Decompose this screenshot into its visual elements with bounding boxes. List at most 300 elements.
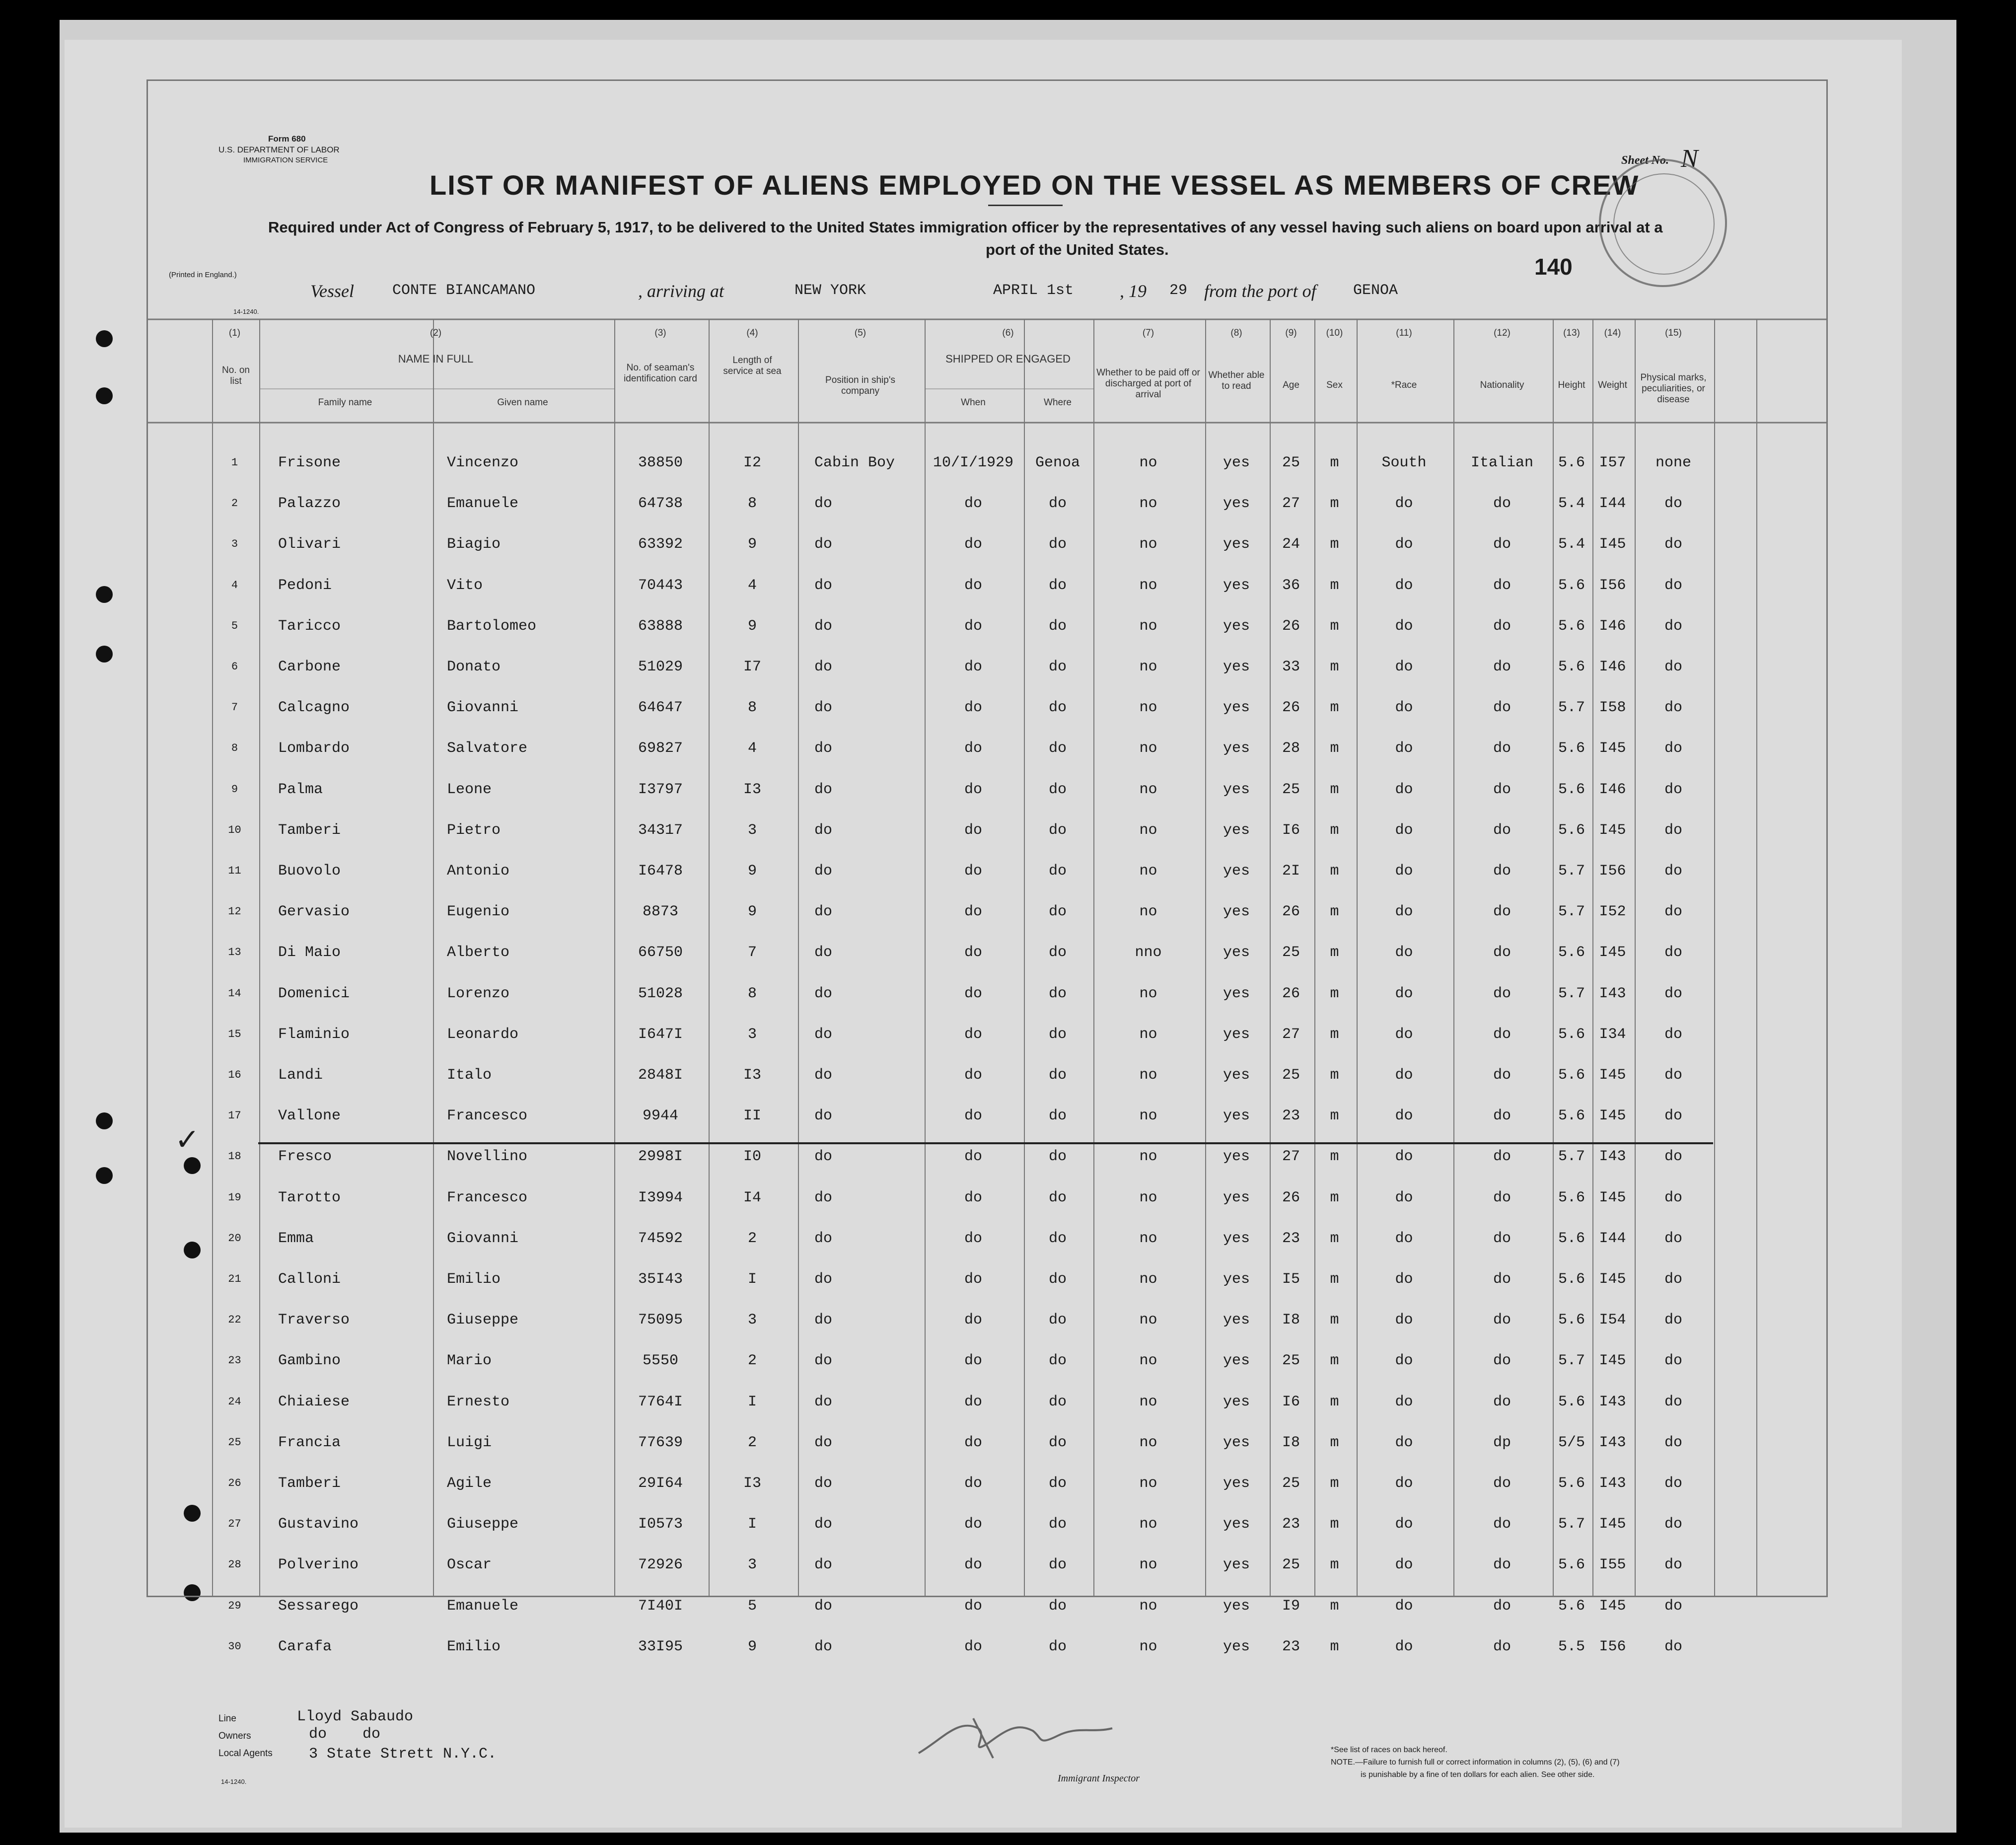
cell-nat: do <box>1493 1556 1511 1573</box>
cell-family: Palazzo <box>278 495 341 512</box>
cell-age: 2I <box>1282 863 1300 880</box>
cell-wt: I56 <box>1599 1638 1626 1655</box>
cell-wt: I45 <box>1599 536 1626 553</box>
cell-wt: I46 <box>1599 659 1626 675</box>
cell-paid: no <box>1139 1434 1157 1451</box>
cell-nat: do <box>1493 659 1511 675</box>
cell-paid: no <box>1139 1638 1157 1655</box>
cell-sex: m <box>1330 863 1339 880</box>
cell-when: do <box>964 863 982 880</box>
cell-where: Genoa <box>1035 454 1080 471</box>
cell-card: 33I95 <box>638 1638 683 1655</box>
cell-ht: 5.6 <box>1558 1312 1585 1328</box>
cell-race: do <box>1395 1475 1413 1492</box>
cell-given: Emanuele <box>447 495 519 512</box>
cell-race: do <box>1395 536 1413 553</box>
cell-paid: no <box>1139 699 1157 716</box>
cell-svc: 9 <box>747 618 757 635</box>
cell-race: South <box>1381 454 1427 471</box>
cell-where: do <box>1048 781 1067 798</box>
cell-where: do <box>1048 1271 1067 1288</box>
cell-svc: II <box>743 1107 761 1124</box>
cell-where: do <box>1048 985 1067 1002</box>
column-number: (13) <box>1563 328 1580 338</box>
arrival-port: NEW YORK <box>794 282 866 299</box>
cell-paid: no <box>1139 1352 1157 1369</box>
cell-svc: 5 <box>747 1598 757 1615</box>
cell-given: Luigi <box>447 1434 492 1451</box>
cell-family: Flaminio <box>278 1026 350 1043</box>
cell-read: yes <box>1223 577 1250 594</box>
cell-paid: no <box>1139 454 1157 471</box>
cell-given: Oscar <box>447 1556 492 1573</box>
cell-sex: m <box>1330 1067 1339 1084</box>
cell-age: I5 <box>1282 1271 1300 1288</box>
cell-age: 25 <box>1282 944 1300 961</box>
cell-race: do <box>1395 659 1413 675</box>
cell-sex: m <box>1330 1148 1339 1165</box>
cell-read: yes <box>1223 1189 1250 1206</box>
cell-card: 34317 <box>638 822 683 839</box>
cell-sex: m <box>1330 1189 1339 1206</box>
cell-ht: 5.6 <box>1558 1026 1585 1043</box>
cell-when: do <box>964 1556 982 1573</box>
cell-family: Taricco <box>278 618 341 635</box>
cell-nat: do <box>1493 577 1511 594</box>
cell-no: 26 <box>228 1477 241 1489</box>
cell-no: 19 <box>228 1191 241 1204</box>
cell-where: do <box>1048 1638 1067 1655</box>
cell-paid: no <box>1139 1516 1157 1533</box>
cell-ht: 5.4 <box>1558 495 1585 512</box>
cell-when: 10/I/1929 <box>933 454 1014 471</box>
cell-read: yes <box>1223 1394 1250 1410</box>
cell-wt: I45 <box>1599 1189 1626 1206</box>
cell-family: Francia <box>278 1434 341 1451</box>
cell-marks: do <box>1664 944 1682 961</box>
cell-given: Giuseppe <box>447 1312 519 1328</box>
cell-marks: do <box>1664 577 1682 594</box>
races-note: *See list of races on back hereof. <box>1331 1746 1447 1754</box>
cell-when: do <box>964 1107 982 1124</box>
cell-read: yes <box>1223 1312 1250 1328</box>
cell-race: do <box>1395 1598 1413 1615</box>
cell-paid: no <box>1139 863 1157 880</box>
cell-card: 63392 <box>638 536 683 553</box>
cell-card: 2848I <box>638 1067 683 1084</box>
cell-race: do <box>1395 822 1413 839</box>
cell-when: do <box>964 1189 982 1206</box>
cell-paid: no <box>1139 1026 1157 1043</box>
cell-card: 64647 <box>638 699 683 716</box>
cell-sex: m <box>1330 495 1339 512</box>
cell-when: do <box>964 536 982 553</box>
cell-family: Frisone <box>278 454 341 471</box>
cell-where: do <box>1048 944 1067 961</box>
cell-sex: m <box>1330 1107 1339 1124</box>
cell-marks: do <box>1664 740 1682 757</box>
cell-no: 30 <box>228 1640 241 1653</box>
cell-read: yes <box>1223 536 1250 553</box>
cell-paid: no <box>1139 1230 1157 1247</box>
cell-race: do <box>1395 577 1413 594</box>
cell-pos: do <box>814 659 833 675</box>
cell-ht: 5.7 <box>1558 699 1585 716</box>
cell-paid: no <box>1139 659 1157 675</box>
cell-when: do <box>964 659 982 675</box>
cell-when: do <box>964 1475 982 1492</box>
cell-when: do <box>964 985 982 1002</box>
year-prefix: , 19 <box>1120 281 1147 301</box>
cell-where: do <box>1048 1475 1067 1492</box>
cell-family: Polverino <box>278 1556 359 1573</box>
cell-marks: do <box>1664 536 1682 553</box>
cell-card: 66750 <box>638 944 683 961</box>
cell-card: 29I64 <box>638 1475 683 1492</box>
cell-svc: 9 <box>747 536 757 553</box>
cell-where: do <box>1048 1026 1067 1043</box>
cell-nat: do <box>1493 903 1511 920</box>
cell-paid: no <box>1139 1067 1157 1084</box>
cell-when: do <box>964 1312 982 1328</box>
cell-card: 69827 <box>638 740 683 757</box>
cell-age: 25 <box>1282 1556 1300 1573</box>
cell-wt: I43 <box>1599 1394 1626 1410</box>
cell-no: 22 <box>228 1314 241 1326</box>
cell-read: yes <box>1223 903 1250 920</box>
cell-read: yes <box>1223 1352 1250 1369</box>
cell-ht: 5.4 <box>1558 536 1585 553</box>
cell-where: do <box>1048 495 1067 512</box>
cell-pos: do <box>814 1107 833 1124</box>
column-number: (15) <box>1665 328 1682 338</box>
cell-read: yes <box>1223 1026 1250 1043</box>
cell-given: Pietro <box>447 822 501 839</box>
cell-no: 12 <box>228 905 241 918</box>
cell-sex: m <box>1330 822 1339 839</box>
cell-when: do <box>964 781 982 798</box>
form-code: 14-1240. <box>233 308 259 315</box>
cell-family: Chiaiese <box>278 1394 350 1410</box>
cell-pos: do <box>814 740 833 757</box>
cell-sex: m <box>1330 1475 1339 1492</box>
cell-marks: do <box>1664 1598 1682 1615</box>
cell-svc: 3 <box>747 1026 757 1043</box>
cell-when: do <box>964 1638 982 1655</box>
cell-marks: do <box>1664 1434 1682 1451</box>
subtitle: Required under Act of Congress of February 5, 1917, to be delivered to the United States immigration officer by the representatives of any vessel having such aliens on board upon arrival at a <box>268 219 1663 236</box>
cell-pos: do <box>814 1189 833 1206</box>
cell-ht: 5.7 <box>1558 1516 1585 1533</box>
cell-wt: I34 <box>1599 1026 1626 1043</box>
cell-pos: do <box>814 863 833 880</box>
cell-nat: do <box>1493 1352 1511 1369</box>
cell-where: do <box>1048 1067 1067 1084</box>
cell-read: yes <box>1223 495 1250 512</box>
header-where: Where <box>1044 397 1072 408</box>
cell-no: 16 <box>228 1069 241 1081</box>
cell-svc: 9 <box>747 863 757 880</box>
cell-paid: no <box>1139 1271 1157 1288</box>
page-title: LIST OR MANIFEST OF ALIENS EMPLOYED ON THE VESSEL AS MEMBERS OF CREW <box>430 169 1640 201</box>
cell-read: yes <box>1223 781 1250 798</box>
cell-pos: do <box>814 536 833 553</box>
cell-given: Biagio <box>447 536 501 553</box>
cell-wt: I45 <box>1599 822 1626 839</box>
cell-sex: m <box>1330 699 1339 716</box>
cell-given: Mario <box>447 1352 492 1369</box>
cell-read: yes <box>1223 1434 1250 1451</box>
cell-pos: do <box>814 1148 833 1165</box>
header-given-name: Given name <box>497 397 548 408</box>
cell-given: Giovanni <box>447 1230 519 1247</box>
cell-pos: do <box>814 944 833 961</box>
cell-where: do <box>1048 740 1067 757</box>
cell-wt: I45 <box>1599 740 1626 757</box>
cell-family: Buovolo <box>278 863 341 880</box>
cell-where: do <box>1048 1598 1067 1615</box>
cell-sex: m <box>1330 1434 1339 1451</box>
cell-read: yes <box>1223 1475 1250 1492</box>
cell-card: 51028 <box>638 985 683 1002</box>
binder-hole <box>96 330 113 347</box>
cell-age: 25 <box>1282 454 1300 471</box>
cell-svc: I2 <box>743 454 761 471</box>
header-sex: Sex <box>1326 380 1343 390</box>
cell-svc: 8 <box>747 699 757 716</box>
column-number: (6) <box>1002 328 1014 338</box>
cell-when: do <box>964 577 982 594</box>
cell-race: do <box>1395 1189 1413 1206</box>
cell-wt: I43 <box>1599 1434 1626 1451</box>
cell-when: do <box>964 1434 982 1451</box>
cell-marks: none <box>1655 454 1691 471</box>
cell-nat: do <box>1493 1271 1511 1288</box>
cell-family: Sessarego <box>278 1598 359 1615</box>
cell-svc: I7 <box>743 659 761 675</box>
cell-wt: I45 <box>1599 1598 1626 1615</box>
cell-ht: 5.6 <box>1558 577 1585 594</box>
cell-family: Carafa <box>278 1638 332 1655</box>
cell-read: yes <box>1223 1148 1250 1165</box>
cell-given: Emanuele <box>447 1598 519 1615</box>
cell-marks: do <box>1664 1516 1682 1533</box>
cell-where: do <box>1048 1312 1067 1328</box>
cell-given: Vito <box>447 577 483 594</box>
cell-read: yes <box>1223 1598 1250 1615</box>
cell-age: I8 <box>1282 1434 1300 1451</box>
cell-age: 26 <box>1282 618 1300 635</box>
cell-pos: do <box>814 1394 833 1410</box>
cell-marks: do <box>1664 618 1682 635</box>
cell-nat: do <box>1493 863 1511 880</box>
cell-card: 9944 <box>642 1107 678 1124</box>
cell-read: yes <box>1223 1556 1250 1573</box>
cell-sex: m <box>1330 659 1339 675</box>
cell-paid: nno <box>1135 944 1162 961</box>
cell-when: do <box>964 1271 982 1288</box>
cell-svc: 3 <box>747 822 757 839</box>
cell-wt: I43 <box>1599 1148 1626 1165</box>
cell-race: do <box>1395 1230 1413 1247</box>
cell-where: do <box>1048 1189 1067 1206</box>
page-number: 140 <box>1534 254 1573 280</box>
cell-family: Di Maio <box>278 944 341 961</box>
cell-no: 5 <box>231 620 238 632</box>
cell-where: do <box>1048 659 1067 675</box>
cell-sex: m <box>1330 740 1339 757</box>
cell-nat: do <box>1493 1312 1511 1328</box>
cell-nat: do <box>1493 699 1511 716</box>
cell-given: Bartolomeo <box>447 618 537 635</box>
cell-given: Giovanni <box>447 699 519 716</box>
cell-marks: do <box>1664 1107 1682 1124</box>
cell-marks: do <box>1664 1556 1682 1573</box>
cell-svc: I3 <box>743 1475 761 1492</box>
column-number: (7) <box>1142 328 1154 338</box>
cell-family: Tamberi <box>278 822 341 839</box>
cell-marks: do <box>1664 1148 1682 1165</box>
cell-pos: do <box>814 781 833 798</box>
cell-nat: do <box>1493 1394 1511 1410</box>
cell-race: do <box>1395 618 1413 635</box>
cell-age: I8 <box>1282 1312 1300 1328</box>
cell-when: do <box>964 1516 982 1533</box>
cell-paid: no <box>1139 822 1157 839</box>
cell-no: 23 <box>228 1354 241 1367</box>
cell-no: 21 <box>228 1273 241 1285</box>
cell-paid: no <box>1139 1556 1157 1573</box>
cell-card: 75095 <box>638 1312 683 1328</box>
column-number: (12) <box>1494 328 1511 338</box>
cell-card: 72926 <box>638 1556 683 1573</box>
cell-nat: do <box>1493 822 1511 839</box>
cell-no: 6 <box>231 661 238 673</box>
column-number: (2) <box>430 328 442 338</box>
cell-wt: I54 <box>1599 1312 1626 1328</box>
cell-when: do <box>964 1598 982 1615</box>
cell-paid: no <box>1139 618 1157 635</box>
cell-given: Italo <box>447 1067 492 1084</box>
column-number: (3) <box>654 328 666 338</box>
cell-svc: 2 <box>747 1352 757 1369</box>
cell-marks: do <box>1664 822 1682 839</box>
binder-hole <box>96 1112 113 1129</box>
cell-nat: do <box>1493 1148 1511 1165</box>
cell-given: Ernesto <box>447 1394 510 1410</box>
cell-read: yes <box>1223 1516 1250 1533</box>
header-read: Whether able to read <box>1208 370 1265 391</box>
cell-svc: I3 <box>743 1067 761 1084</box>
cell-no: 9 <box>231 783 238 796</box>
binder-hole <box>96 387 113 404</box>
arriving-label: , arriving at <box>638 281 724 301</box>
cell-card: 38850 <box>638 454 683 471</box>
cell-sex: m <box>1330 577 1339 594</box>
cell-svc: 9 <box>747 903 757 920</box>
cell-nat: do <box>1493 1230 1511 1247</box>
cell-ht: 5.6 <box>1558 944 1585 961</box>
cell-sex: m <box>1330 1598 1339 1615</box>
cell-marks: do <box>1664 1352 1682 1369</box>
cell-pos: do <box>814 1638 833 1655</box>
cell-wt: I45 <box>1599 1107 1626 1124</box>
cell-age: 27 <box>1282 495 1300 512</box>
column-number: (11) <box>1396 328 1412 338</box>
cell-read: yes <box>1223 659 1250 675</box>
cell-svc: 3 <box>747 1556 757 1573</box>
cell-nat: do <box>1493 536 1511 553</box>
cell-pos: do <box>814 822 833 839</box>
cell-ht: 5.6 <box>1558 1394 1585 1410</box>
inspector-signature <box>914 1708 1162 1768</box>
cell-nat: do <box>1493 618 1511 635</box>
cell-wt: I43 <box>1599 1475 1626 1492</box>
cell-ht: 5.6 <box>1558 1067 1585 1084</box>
cell-svc: I4 <box>743 1189 761 1206</box>
cell-pos: do <box>814 1230 833 1247</box>
cell-where: do <box>1048 863 1067 880</box>
cell-svc: I <box>747 1516 757 1533</box>
cell-where: do <box>1048 822 1067 839</box>
header-no-on-list: No. on list <box>222 365 250 386</box>
header-weight: Weight <box>1598 380 1627 390</box>
cell-race: do <box>1395 1352 1413 1369</box>
cell-pos: do <box>814 699 833 716</box>
cell-race: do <box>1395 944 1413 961</box>
cell-given: Salvatore <box>447 740 528 757</box>
cell-pos: do <box>814 495 833 512</box>
cell-no: 15 <box>228 1028 241 1040</box>
cell-pos: do <box>814 1434 833 1451</box>
cell-no: 2 <box>231 497 238 510</box>
cell-pos: do <box>814 618 833 635</box>
cell-family: Gustavino <box>278 1516 359 1533</box>
cell-read: yes <box>1223 454 1250 471</box>
cell-sex: m <box>1330 1394 1339 1410</box>
vessel-label: Vessel <box>310 281 354 301</box>
cell-given: Eugenio <box>447 903 510 920</box>
cell-wt: I44 <box>1599 495 1626 512</box>
cell-pos: do <box>814 1067 833 1084</box>
cell-where: do <box>1048 1394 1067 1410</box>
cell-marks: do <box>1664 1475 1682 1492</box>
cell-card: 8873 <box>642 903 678 920</box>
cell-ht: 5.7 <box>1558 863 1585 880</box>
cell-no: 27 <box>228 1518 241 1530</box>
cell-age: 27 <box>1282 1148 1300 1165</box>
cell-given: Francesco <box>447 1107 528 1124</box>
cell-ht: 5.7 <box>1558 1352 1585 1369</box>
header-height: Height <box>1558 380 1585 390</box>
cell-pos: do <box>814 1516 833 1533</box>
cell-marks: do <box>1664 1189 1682 1206</box>
cell-sex: m <box>1330 454 1339 471</box>
cell-no: 8 <box>231 742 238 754</box>
cell-nat: do <box>1493 944 1511 961</box>
cell-given: Emilio <box>447 1638 501 1655</box>
cell-nat: dp <box>1493 1434 1511 1451</box>
cell-no: 20 <box>228 1232 241 1245</box>
cell-family: Carbone <box>278 659 341 675</box>
cell-sex: m <box>1330 1230 1339 1247</box>
binder-hole <box>96 1167 113 1184</box>
cell-race: do <box>1395 1638 1413 1655</box>
check-mark: ✓ <box>175 1123 200 1156</box>
cell-age: 33 <box>1282 659 1300 675</box>
sheet-number: N <box>1681 145 1698 173</box>
cell-sex: m <box>1330 1516 1339 1533</box>
